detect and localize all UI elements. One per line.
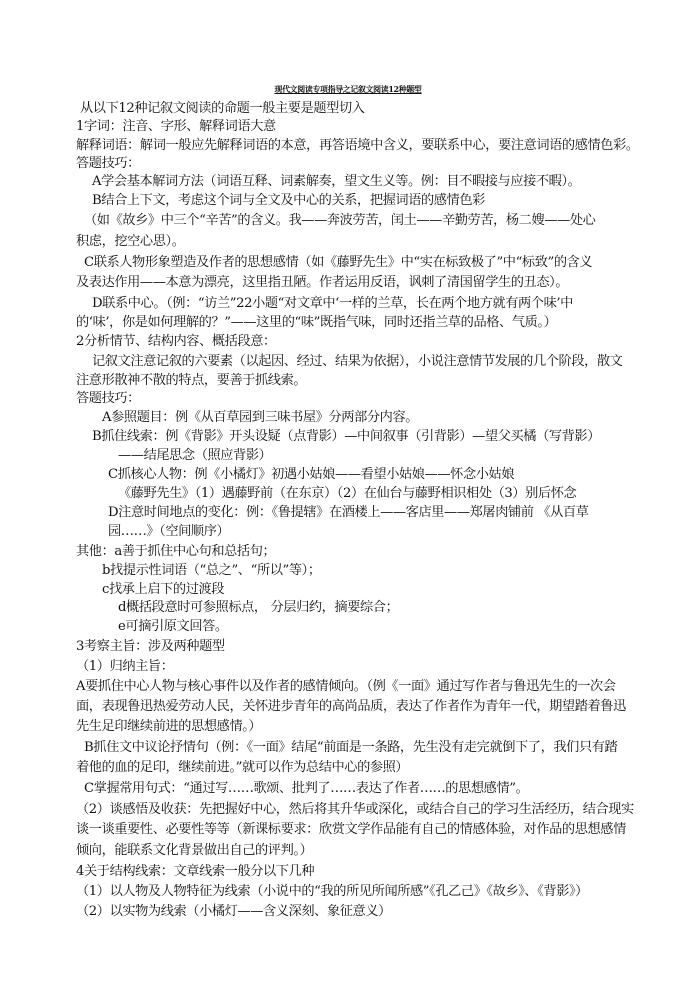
text-line: A学会基本解词方法（词语互释、词素解奏，望文生义等。例：目不暇接与应接不暇）。 [92,174,581,189]
text-line: 答题技巧： [76,391,140,406]
text-line: D注意时间地点的变化：例：《鲁提辖》在酒楼上——客店里——郑屠肉铺前 《从百草 [108,505,589,520]
intro-line: 从以下12种记叙文阅读的命题一般主要是题型切入 [80,101,365,116]
text-line: （2）谈感悟及收获：先把握好中心，然后将其升华或深化，或结合自己的学习生活经历，结合现实 [76,802,634,817]
text-line: 注意形散神不散的特点，要善于抓线索。 [76,373,307,388]
text-line: 记叙文注意记叙的六要素（以起因、经过、结果为依据），小说注意情节发展的几个阶段，散文 [92,354,623,369]
text-line: （如《故乡》中三个“辛苦”的含义。我——奔波劳苦，闰土——辛勤劳苦，杨二嫂——处心 [84,213,596,228]
text-line: B抓住文中议论抒情句（例：《一面》结尾“前面是一条路，先生没有走完就倒下了，我们只有踏 [84,740,618,755]
text-line: （2）以实物为线索（小橘灯——含义深刻、象征意义） [76,904,391,919]
text-line: （1）以人物及人物特征为线索（小说中的“我的所见所闻所感”《孔乙己》《故乡》、《背影》） [76,884,588,899]
text-line: 先生足印继续前进的思想感情。） [76,719,262,734]
text-line: 的‘味’，你是如何理解的？”——这里的“味”既指气味，同时还指兰草的品格、气质。） [76,315,557,330]
section-3-heading: 3考察主旨：涉及两种题型 [76,639,225,654]
text-line: C抓核心人物：例《小橘灯》初遇小姑娘——看望小姑娘——怀念小姑娘 [108,467,515,482]
text-line: B结合上下文，考虑这个词与全文及中心的关系，把握词语的感情色彩 [92,193,485,208]
text-line: e可摘引原文回答。 [118,619,228,634]
text-line: b找提示性词语（“总之”、“所以”等）； [102,563,321,578]
text-line: 解释词语：解词一般应先解释词语的本意，再答语境中含义，要联系中心，要注意词语的感情色彩。 [76,138,639,153]
text-line: C联系人物形象塑造及作者的思想感情（如《藤野先生》中“实在标致极了”中“标致”的含义 [84,255,593,270]
text-line: 倾向，能联系文化背景做出自己的评判。） [76,843,313,858]
text-line: B抓住线索：例《背影》开头设疑（点背影）—中间叙事（引背影）—望父买橘（写背影） [92,429,601,444]
text-line: C掌握常用句式：“通过写……歌颂、批判了……表达了作者……的思想感情”。 [84,781,529,796]
text-line: 园……》（空间顺序） [108,524,230,539]
text-line: ——结尾思念（照应背影） [118,448,272,463]
section-1-heading: 1字词：注音、字形、解释词语大意 [76,119,276,134]
section-2-heading: 2分析情节、结构内容、概括段意： [76,334,276,349]
text-line: 《藤野先生》（1）遇藤野前（在东京）（2）在仙台与藤野相识相处（3）别后怀念 [118,486,577,501]
text-line: 答题技巧： [76,156,140,171]
text-line: 及表达作用——本意为漂亮，这里指丑陋。作者运用反语，讽刺了清国留学生的丑态）。 [76,275,569,290]
text-line: 着他的血的足印，继续前进。”就可以作为总结中心的参照） [76,760,409,775]
text-line: 积虑，挖空心思）。 [76,234,185,249]
text-line: d概括段意时可参照标点， 分层归约，摘要综合； [118,600,399,615]
text-line: D联系中心。（例：“访兰”22小题“对文章中‘一样的兰草，长在两个地方就有两个味’中 [92,296,573,311]
text-line: A参照题目：例《从百草园到三味书屋》分两部分内容。 [102,410,419,425]
text-line: 其他：a善于抓住中心句和总括句； [76,544,276,559]
text-line: （1）归纳主旨： [76,659,174,674]
section-4-heading: 4关于结构线索：文章线索一般分以下几种 [76,864,315,879]
document-title: 现代文阅读专项指导之记叙文阅读12种题型 [274,85,422,94]
text-line: c找承上启下的过渡段 [102,582,225,597]
text-line: 面，表现鲁迅热爱劳动人民，关怀进步青年的高尚品质，表达了作者作为青年一代，期望踏着鲁迅 [76,699,626,714]
text-line: 谈一谈重要性、必要性等等（新课标要求：欣赏文学作品能有自己的情感体验，对作品的思想感情 [76,822,626,837]
text-line: A要抓住中心人物与核心事件以及作者的感情倾向。（例《一面》通过写作者与鲁迅先生的一次会 [76,679,616,694]
